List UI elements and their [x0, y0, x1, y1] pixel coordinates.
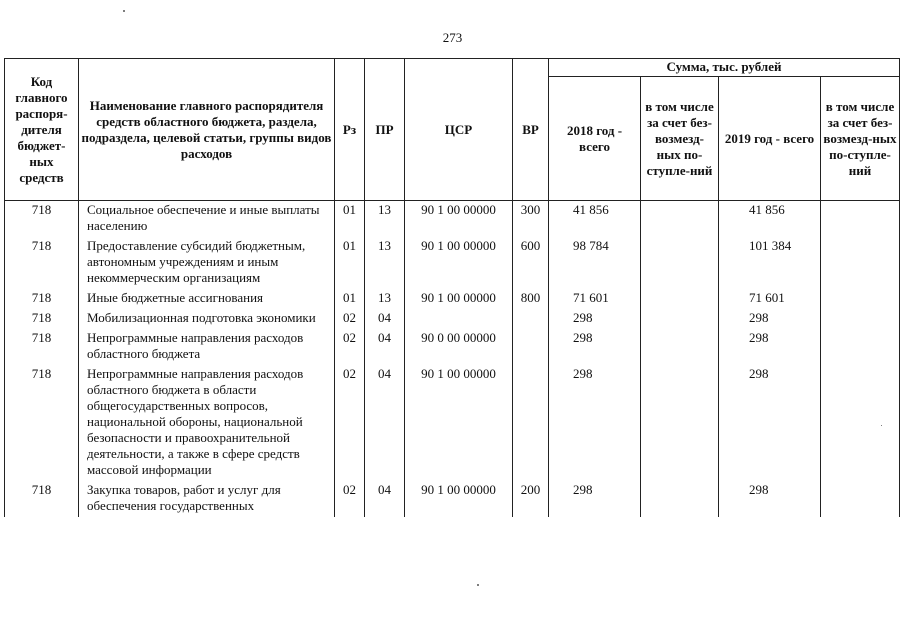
header-csr: ЦСР	[405, 59, 513, 201]
cell-code: 718	[5, 201, 79, 238]
scan-speck	[477, 584, 479, 586]
cell-vr	[513, 309, 549, 329]
cell-code: 718	[5, 365, 79, 481]
table-header	[5, 59, 900, 201]
table-row	[5, 481, 900, 517]
cell-2019-total: 41 856	[719, 201, 821, 238]
cell-name: Мобилизационная подготовка экономики	[79, 309, 335, 329]
cell-2019-total: 298	[719, 329, 821, 365]
cell-vr: 600	[513, 237, 549, 289]
cell-2018-total: 71 601	[549, 289, 641, 309]
cell-2019-total: 298	[719, 309, 821, 329]
cell-pr: 04	[365, 329, 405, 365]
header-rz: Рз	[335, 59, 365, 201]
cell-csr	[405, 309, 513, 329]
cell-2019-grants	[821, 289, 900, 309]
cell-2018-grants	[641, 329, 719, 365]
table-row	[5, 365, 900, 481]
scan-speck	[881, 425, 882, 426]
cell-code: 718	[5, 481, 79, 517]
cell-name: Социальное обеспечение и иные выплаты населению	[79, 201, 335, 238]
cell-2019-grants	[821, 309, 900, 329]
cell-2018-grants	[641, 237, 719, 289]
cell-2019-total: 71 601	[719, 289, 821, 309]
cell-2018-total: 41 856	[549, 201, 641, 238]
cell-csr: 90 1 00 00000	[405, 237, 513, 289]
cell-csr: 90 1 00 00000	[405, 481, 513, 517]
cell-pr: 13	[365, 289, 405, 309]
cell-rz: 02	[335, 329, 365, 365]
cell-code: 718	[5, 309, 79, 329]
page-number: 273	[442, 30, 463, 45]
cell-rz: 01	[335, 201, 365, 238]
cell-2019-total: 101 384	[719, 237, 821, 289]
cell-csr: 90 0 00 00000	[405, 329, 513, 365]
cell-vr	[513, 329, 549, 365]
cell-pr: 13	[365, 237, 405, 289]
header-2019-grants: в том числе за счет без-возмезд-ных по-ступле-ний	[821, 77, 900, 201]
cell-2019-grants	[821, 201, 900, 238]
cell-vr	[513, 365, 549, 481]
cell-code: 718	[5, 237, 79, 289]
table-row	[5, 237, 900, 289]
header-sum-group: Сумма, тыс. рублей	[549, 59, 900, 77]
cell-2019-grants	[821, 481, 900, 517]
cell-2018-total: 98 784	[549, 237, 641, 289]
cell-2019-grants	[821, 365, 900, 481]
cell-rz: 02	[335, 309, 365, 329]
header-code: Код главного распоря-дителя бюджет-ных средств	[5, 59, 79, 201]
table-row	[5, 309, 900, 329]
table-row	[5, 329, 900, 365]
cell-2018-grants	[641, 481, 719, 517]
header-vr: ВР	[513, 59, 549, 201]
header-name: Наименование главного распорядителя средств областного бюджета, раздела, подраздела, целевой статьи, группы видов расходов	[79, 59, 335, 201]
header-2018-grants: в том числе за счет без-возмезд-ных по-ступле-ний	[641, 77, 719, 201]
cell-rz: 01	[335, 237, 365, 289]
cell-rz: 01	[335, 289, 365, 309]
table-row	[5, 201, 900, 238]
cell-csr: 90 1 00 00000	[405, 365, 513, 481]
cell-name: Предоставление субсидий бюджетным, автономным учреждениям и иным некоммерческим организациям	[79, 237, 335, 289]
cell-pr: 04	[365, 481, 405, 517]
cell-2018-grants	[641, 309, 719, 329]
cell-name: Закупка товаров, работ и услуг для обеспечения государственных	[79, 481, 335, 517]
cell-vr: 800	[513, 289, 549, 309]
cell-csr: 90 1 00 00000	[405, 289, 513, 309]
cell-name: Непрограммные направления расходов областного бюджета в области общегосударственных вопросов, национальной обороны, национальной безопасности и правоохранительной деятельности, а также в сфере средств массовой информации	[79, 365, 335, 481]
cell-name: Непрограммные направления расходов областного бюджета	[79, 329, 335, 365]
cell-vr: 200	[513, 481, 549, 517]
cell-pr: 04	[365, 309, 405, 329]
cell-2019-grants	[821, 329, 900, 365]
cell-2018-grants	[641, 365, 719, 481]
cell-2018-total: 298	[549, 309, 641, 329]
cell-code: 718	[5, 329, 79, 365]
cell-2019-total: 298	[719, 365, 821, 481]
cell-2019-grants	[821, 237, 900, 289]
cell-pr: 13	[365, 201, 405, 238]
cell-rz: 02	[335, 365, 365, 481]
cell-csr: 90 1 00 00000	[405, 201, 513, 238]
cell-code: 718	[5, 289, 79, 309]
cell-name: Иные бюджетные ассигнования	[79, 289, 335, 309]
header-pr: ПР	[365, 59, 405, 201]
cell-2018-total: 298	[549, 481, 641, 517]
table-body	[5, 201, 900, 518]
cell-2018-grants	[641, 289, 719, 309]
cell-2018-total: 298	[549, 329, 641, 365]
cell-vr: 300	[513, 201, 549, 238]
cell-pr: 04	[365, 365, 405, 481]
cell-2019-total: 298	[719, 481, 821, 517]
header-2018-total: 2018 год - всего	[549, 77, 641, 201]
cell-2018-total: 298	[549, 365, 641, 481]
table-row	[5, 289, 900, 309]
cell-rz: 02	[335, 481, 365, 517]
cell-2018-grants	[641, 201, 719, 238]
scan-speck	[123, 10, 125, 12]
budget-table	[4, 58, 900, 517]
header-2019-total: 2019 год - всего	[719, 77, 821, 201]
